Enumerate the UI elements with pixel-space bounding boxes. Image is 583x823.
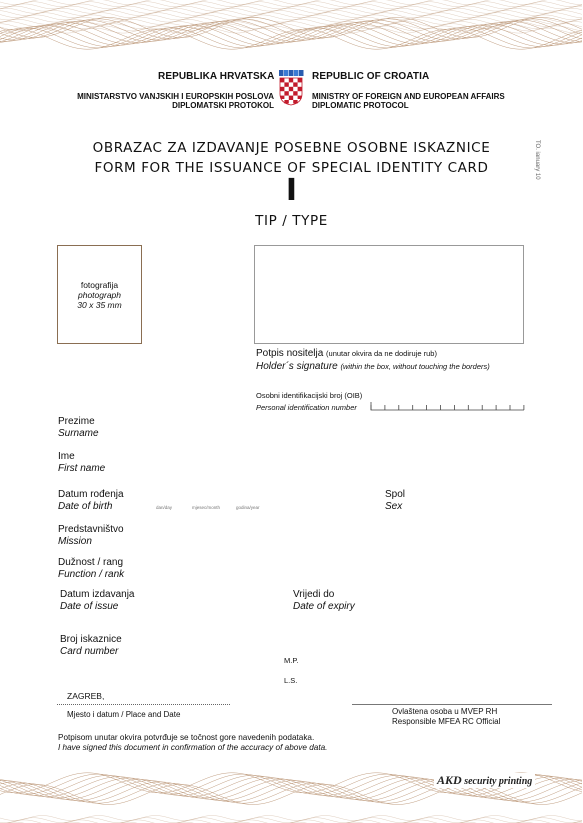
- mission-field-label: Predstavništvo Mission: [58, 524, 124, 547]
- form-title-hr: OBRAZAC ZA IZDAVANJE POSEBNE OSOBNE ISKAZNICE: [92, 140, 491, 156]
- header-left-title: REPUBLIKA HRVATSKA: [158, 71, 275, 82]
- function-field-label: Dužnost / rang Function / rank: [58, 557, 125, 580]
- stamp-ls-label: L.S.: [284, 676, 298, 685]
- guilloche-top-pattern: [0, 0, 583, 60]
- form-type-roman-numeral: I: [285, 173, 298, 208]
- signature-box[interactable]: [254, 245, 524, 344]
- dob-day-hint: dan/day: [156, 505, 173, 510]
- guilloche-bottom-pattern: [0, 758, 583, 823]
- expiry-date-field-label: Vrijedi do Date of expiry: [293, 589, 355, 612]
- sex-field-label: Spol Sex: [385, 489, 406, 512]
- confirmation-text: Potpisom unutar okvira potvrđuje se točnost gore navedenih podataka. I have signed this document in confirmation of the accuracy of above data.: [58, 733, 328, 752]
- header-right-ministry: MINISTRY OF FOREIGN AND EUROPEAN AFFAIRS DIPLOMATIC PROTOCOL: [312, 92, 505, 110]
- printer-logo: AKD security printing: [434, 773, 535, 788]
- dob-month-hint: mjesec/month: [192, 505, 221, 510]
- official-label: Ovlaštena osoba u MVEP RH Responsible MFEA RC Official: [392, 707, 501, 726]
- dob-year-hint: godina/year: [236, 505, 260, 510]
- signature-label-en: Holder´s signature (within the box, without touching the borders): [256, 361, 490, 372]
- form-title-en: FORM FOR THE ISSUANCE OF SPECIAL IDENTITY CARD: [94, 160, 489, 176]
- form-side-code: TO. ianuary 10: [534, 140, 540, 180]
- header-right-title: REPUBLIC OF CROATIA: [312, 71, 430, 82]
- form-type-label: TIP / TYPE: [255, 213, 328, 229]
- signature-label: Potpis nositelja (unutar okvira da ne dodiruje rub): [256, 348, 437, 359]
- place-date-label: Mjesto i datum / Place and Date: [67, 710, 181, 719]
- croatian-coat-of-arms-icon: [278, 70, 304, 106]
- header-left-ministry: MINISTARSTVO VANJSKIH I EUROPSKIH POSLOVA DIPLOMATSKI PROTOKOL: [77, 92, 274, 110]
- surname-field-label: Prezime Surname: [58, 416, 99, 439]
- oib-digit-boxes[interactable]: [370, 401, 525, 411]
- photo-caption: fotografija photograph 30 x 35 mm: [77, 280, 122, 310]
- official-signature-line: [352, 704, 552, 705]
- oib-label-en: Personal identification number: [256, 403, 357, 412]
- stamp-mp-label: M.P.: [284, 656, 299, 665]
- dob-field-label: Datum rođenja Date of birth: [58, 489, 124, 512]
- oib-label: Osobni identifikacijski broj (OIB): [256, 391, 363, 400]
- place-date-line: [57, 704, 230, 705]
- issue-date-field-label: Datum izdavanja Date of issue: [60, 589, 135, 612]
- card-number-field-label: Broj iskaznice Card number: [60, 634, 122, 657]
- city-label: ZAGREB,: [67, 691, 105, 701]
- firstname-field-label: Ime First name: [58, 451, 106, 474]
